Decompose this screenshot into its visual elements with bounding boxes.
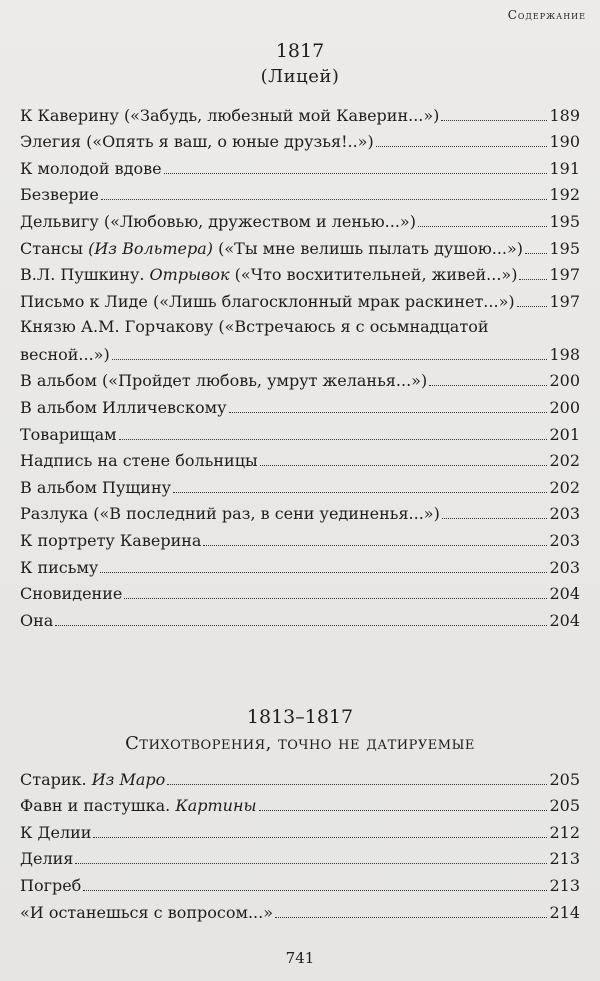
dot-leader xyxy=(441,120,547,121)
toc-entry[interactable] xyxy=(20,207,580,234)
toc-entry-title: К Делии xyxy=(20,822,92,842)
section-1-year: 1817 xyxy=(275,40,325,62)
toc-entry-title: Товарищам xyxy=(20,424,117,444)
toc-entry-title: В альбом Пущину xyxy=(20,477,172,497)
toc-entry-italic-subtitle: (Из Вольтера) xyxy=(88,238,214,258)
section-1-toc xyxy=(20,101,580,633)
section-1-subtitle: (Лицей) xyxy=(260,66,340,87)
toc-page-number: 203 xyxy=(549,557,580,577)
toc-entry-title: Разлука («В последний раз, в сени уединенья...») xyxy=(20,504,440,524)
toc-entry-title xyxy=(20,770,165,790)
dot-leader xyxy=(259,810,548,811)
toc-page-number: 213 xyxy=(549,849,580,869)
dot-leader xyxy=(101,199,548,200)
toc-page-number: 191 xyxy=(549,158,580,178)
toc-entry-title: Сновидение xyxy=(20,584,123,604)
toc-entry-title: Делия xyxy=(20,849,74,869)
toc-page-number: 204 xyxy=(549,610,580,630)
dot-leader xyxy=(173,492,547,493)
toc-page-number: 197 xyxy=(549,291,580,311)
toc-page-number: 200 xyxy=(549,397,580,417)
dot-leader xyxy=(442,518,548,519)
toc-entry-title xyxy=(20,796,257,816)
toc-entry-continuation xyxy=(20,339,580,365)
dot-leader xyxy=(100,572,547,573)
running-header: Содержание xyxy=(507,8,586,22)
toc-entry[interactable] xyxy=(20,261,580,288)
toc-page-number: 195 xyxy=(549,211,580,231)
toc-entry[interactable] xyxy=(20,154,580,181)
toc-entry-title: Погреб xyxy=(20,875,82,895)
section-2-subtitle: Стихотворения, точно не датируемые xyxy=(125,733,475,754)
dot-leader xyxy=(93,837,547,838)
toc-page-number: 197 xyxy=(549,265,580,285)
dot-leader xyxy=(75,863,547,864)
toc-entry[interactable] xyxy=(20,447,580,474)
section-2-year: 1813–1817 xyxy=(246,706,354,728)
toc-entry[interactable] xyxy=(20,181,580,208)
toc-page-number: 190 xyxy=(549,132,580,152)
toc-entry[interactable] xyxy=(20,580,580,607)
toc-entry[interactable] xyxy=(20,234,580,261)
toc-page-number: 212 xyxy=(549,822,580,842)
dot-leader xyxy=(55,625,547,626)
toc-entry-title: Безверие xyxy=(20,185,99,205)
toc-entry-title-part: Фавн и пастушка. xyxy=(20,796,176,816)
dot-leader xyxy=(119,439,548,440)
toc-entry-title: «И останешься с вопросом...» xyxy=(20,902,273,922)
toc-page-number: 203 xyxy=(549,504,580,524)
toc-entry[interactable] xyxy=(20,314,580,367)
dot-leader xyxy=(275,917,547,918)
toc-entry[interactable] xyxy=(20,606,580,633)
toc-entry[interactable] xyxy=(20,871,580,898)
dot-leader xyxy=(112,359,548,360)
toc-entry-title-cont: весной...») xyxy=(20,344,110,364)
toc-entry-title: Она xyxy=(20,610,54,630)
toc-entry-title: К письму xyxy=(20,557,99,577)
toc-page-number: 189 xyxy=(549,105,580,125)
section-2-toc xyxy=(20,765,580,925)
toc-entry-title xyxy=(20,265,517,285)
toc-page-number: 201 xyxy=(549,424,580,444)
dot-leader xyxy=(260,465,548,466)
toc-entry[interactable] xyxy=(20,553,580,580)
toc-entry-italic-subtitle: Картины xyxy=(175,796,257,816)
toc-entry[interactable] xyxy=(20,420,580,447)
toc-page-number: 202 xyxy=(549,451,580,471)
toc-entry[interactable] xyxy=(20,765,580,792)
dot-leader xyxy=(519,279,547,280)
toc-page-number: 192 xyxy=(549,185,580,205)
toc-page-number: 213 xyxy=(549,875,580,895)
toc-entry[interactable] xyxy=(20,367,580,394)
toc-entry[interactable] xyxy=(20,500,580,527)
dot-leader xyxy=(83,890,547,891)
toc-entry-italic-subtitle: Из Маро xyxy=(91,769,166,789)
toc-entry[interactable] xyxy=(20,128,580,155)
toc-page-number: 205 xyxy=(549,769,580,789)
toc-page-number: 202 xyxy=(549,477,580,497)
toc-page-number: 204 xyxy=(549,584,580,604)
toc-entry-title: К молодой вдове xyxy=(20,158,162,178)
toc-entry[interactable] xyxy=(20,526,580,553)
toc-entry[interactable] xyxy=(20,101,580,128)
dot-leader xyxy=(418,226,547,227)
dot-leader xyxy=(229,412,548,413)
toc-page-number: 195 xyxy=(549,238,580,258)
toc-entry-title-part: («Ты мне велишь пылать душою...») xyxy=(213,238,524,258)
toc-entry-title: К портрету Каверина xyxy=(20,530,202,550)
toc-entry-title-part: В.Л. Пушкину. xyxy=(20,265,150,285)
toc-entry-title: Письмо к Лиде («Лишь благосклонный мрак раскинет...») xyxy=(20,291,515,311)
dot-leader xyxy=(525,253,547,254)
toc-entry[interactable] xyxy=(20,845,580,872)
toc-entry-title-part: («Что восхитительней, живей...») xyxy=(229,265,518,285)
toc-entry-title: В альбом Илличевскому xyxy=(20,397,227,417)
toc-page-number: 205 xyxy=(549,796,580,816)
toc-entry-title: Элегия («Опять я ваш, о юные друзья!..») xyxy=(20,132,374,152)
dot-leader xyxy=(517,306,548,307)
toc-entry[interactable] xyxy=(20,393,580,420)
toc-entry-title-part: Старик. xyxy=(20,769,92,789)
dot-leader xyxy=(203,545,547,546)
dot-leader xyxy=(124,598,547,599)
toc-entry-title: Дельвигу («Любовью, дружеством и ленью...») xyxy=(20,211,416,231)
dot-leader xyxy=(164,173,548,174)
toc-page-number: 203 xyxy=(549,530,580,550)
dot-leader xyxy=(167,784,547,785)
toc-entry[interactable] xyxy=(20,792,580,819)
toc-entry-title: В альбом («Пройдет любовь, умрут желанья...») xyxy=(20,371,428,391)
toc-entry-title: К Каверину («Забудь, любезный мой Каверин...») xyxy=(20,105,440,125)
toc-entry[interactable] xyxy=(20,898,580,925)
toc-entry-title: Князю А.М. Горчакову («Встречаюсь я с осьмнадцатой xyxy=(20,316,489,336)
toc-page-number: 200 xyxy=(549,371,580,391)
page-number: 741 xyxy=(285,949,315,967)
toc-entry[interactable] xyxy=(20,818,580,845)
toc-page-number: 198 xyxy=(549,344,580,364)
toc-entry[interactable] xyxy=(20,473,580,500)
toc-page-number: 214 xyxy=(549,902,580,922)
toc-entry-italic-subtitle: Отрывок xyxy=(149,265,230,285)
dot-leader xyxy=(376,146,548,147)
toc-entry[interactable] xyxy=(20,287,580,314)
dot-leader xyxy=(429,385,547,386)
toc-entry-title xyxy=(20,239,523,259)
toc-entry-title-part: Стансы xyxy=(20,238,89,258)
toc-entry-title: Надпись на стене больницы xyxy=(20,451,258,471)
